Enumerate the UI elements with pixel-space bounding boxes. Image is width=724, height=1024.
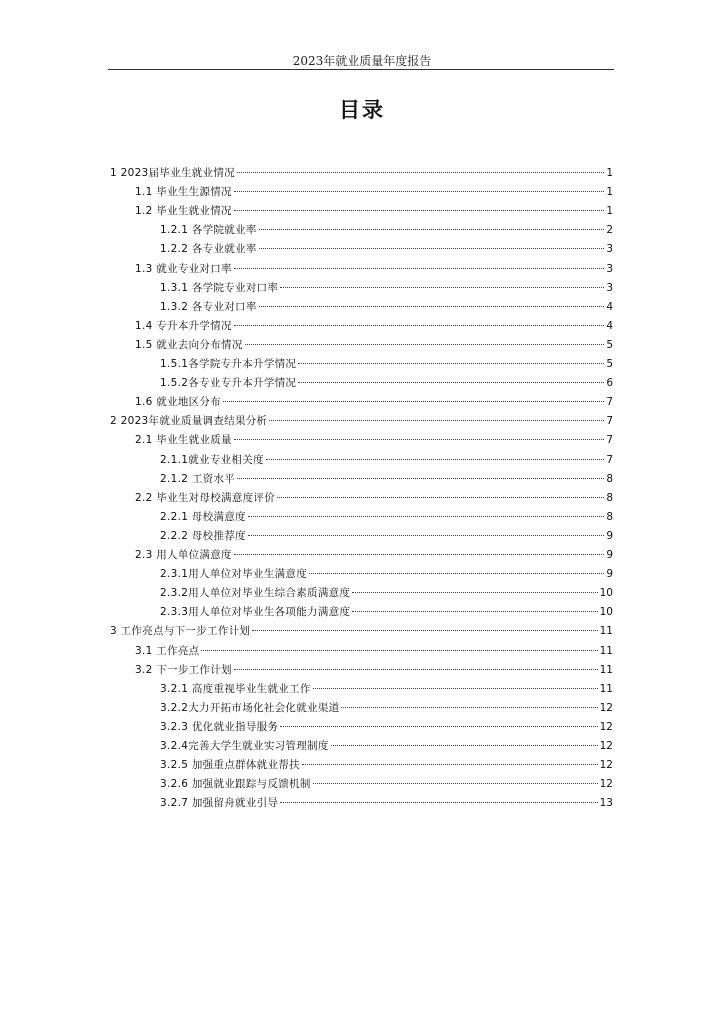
toc-dot-leader [298, 382, 604, 383]
toc-entry-label: 1.1 毕业生生源情况 [135, 186, 232, 199]
toc-dot-leader [245, 344, 605, 345]
toc-dot-leader [352, 592, 597, 593]
toc-entry-page: 8 [606, 491, 613, 504]
toc-entry-page: 11 [599, 625, 613, 638]
toc-entry-page: 9 [606, 568, 613, 581]
page-header: 2023年就业质量年度报告 [292, 54, 432, 68]
toc-dot-leader [352, 611, 597, 612]
toc-dot-leader [259, 229, 605, 230]
toc-entry[interactable] [160, 775, 613, 794]
toc-entry[interactable] [110, 164, 613, 183]
toc-entry-page: 10 [599, 606, 613, 619]
toc-dot-leader [280, 726, 597, 727]
toc-entry-label: 1 2023届毕业生就业情况 [110, 167, 235, 179]
toc-entry[interactable] [160, 451, 613, 470]
toc-dot-leader [234, 554, 604, 555]
toc-entry-label: 1.6 就业地区分布 [135, 396, 222, 409]
toc-entry-label: 3.1 工作亮点 [135, 644, 200, 657]
toc-entry-label: 3.2.1 高度重视毕业生就业工作 [160, 682, 311, 695]
toc-entry[interactable] [160, 527, 613, 546]
toc-entry-page: 7 [606, 396, 613, 409]
toc-entry-label: 3.2.2大力开拓市场化社会化就业渠道 [160, 701, 340, 714]
toc-dot-leader [234, 268, 604, 269]
toc-entry-page: 3 [606, 281, 613, 294]
toc-entry[interactable] [160, 756, 613, 775]
toc-entry-page: 12 [599, 740, 613, 752]
toc-entry-page: 8 [606, 472, 613, 485]
toc-entry-label: 2.3.3用人单位对毕业生各项能力满意度 [160, 606, 351, 619]
toc-dot-leader [259, 248, 605, 249]
toc-entry-label: 1.3.2 各专业对口率 [160, 300, 257, 313]
toc-dot-leader [331, 745, 598, 746]
toc-dot-leader [201, 650, 597, 651]
toc-entry[interactable] [160, 355, 613, 374]
toc-entry-page: 6 [606, 377, 613, 390]
toc-entry-page: 1 [606, 205, 613, 218]
toc-dot-leader [309, 573, 604, 574]
toc-entry-page: 12 [599, 720, 613, 733]
toc-entry-label: 3.2.4完善大学生就业实习管理制度 [160, 740, 329, 752]
toc-entry-label: 1.2.1 各学院就业率 [160, 224, 257, 237]
toc-entry[interactable] [110, 412, 613, 431]
toc-entry[interactable] [160, 221, 613, 240]
toc-entry-label: 3 工作亮点与下一步工作计划 [110, 625, 251, 638]
toc-entry-page: 4 [606, 300, 613, 313]
toc-entry-label: 3.2 下一步工作计划 [135, 663, 232, 676]
toc-entry[interactable] [135, 431, 613, 450]
toc-entry-label: 2.3 用人单位满意度 [135, 549, 232, 561]
toc-entry[interactable] [160, 508, 613, 527]
toc-entry-label: 1.3.1 各学院专业对口率 [160, 281, 279, 294]
toc-dot-leader [234, 210, 604, 211]
toc-entry[interactable] [135, 202, 613, 221]
toc-dot-leader [302, 764, 598, 765]
toc-entry-page: 11 [599, 682, 613, 695]
toc-entry-page: 7 [606, 453, 613, 466]
toc-entry-page: 3 [606, 243, 613, 256]
toc-entry-page: 11 [599, 663, 613, 676]
toc-entry-label: 2.3.2用人单位对毕业生综合素质满意度 [160, 587, 351, 600]
toc-entry-label: 2.1 毕业生就业质量 [135, 434, 232, 447]
toc-entry-page: 9 [606, 529, 613, 542]
toc-dot-leader [234, 191, 604, 192]
toc-entry[interactable] [135, 183, 613, 202]
toc-dot-leader [277, 497, 604, 498]
toc-entry-page: 9 [606, 549, 613, 561]
toc-dot-leader [234, 669, 598, 670]
toc-dot-leader [237, 478, 604, 479]
toc-entry[interactable] [160, 699, 613, 718]
toc-entry-page: 12 [599, 778, 613, 791]
toc-entry[interactable] [135, 546, 613, 565]
toc-entry[interactable] [160, 680, 613, 699]
toc-dot-leader [269, 420, 604, 421]
toc-entry[interactable] [160, 718, 613, 737]
toc-entry-label: 1.4 专升本升学情况 [135, 319, 232, 332]
toc-entry-label: 1.2.2 各专业就业率 [160, 243, 257, 256]
toc-entry[interactable] [160, 794, 613, 813]
toc-entry[interactable] [135, 489, 613, 508]
toc-entry-label: 1.5.1各学院专升本升学情况 [160, 358, 297, 370]
toc-entry-page: 8 [606, 510, 613, 523]
toc-entry[interactable] [135, 317, 613, 336]
toc-dot-leader [234, 439, 604, 440]
toc-entry-page: 1 [606, 186, 613, 199]
toc-entry-page: 12 [599, 759, 613, 772]
toc-entry[interactable] [160, 374, 613, 393]
toc-entry-page: 7 [606, 415, 613, 428]
toc-entry[interactable] [160, 298, 613, 317]
toc-entry-label: 1.5.2各专业专升本升学情况 [160, 377, 297, 390]
toc-entry[interactable] [160, 603, 613, 622]
toc-entry[interactable] [160, 240, 613, 259]
header-divider [108, 69, 614, 70]
toc-entry-label: 1.3 就业专业对口率 [135, 262, 232, 275]
toc-entry[interactable] [135, 393, 613, 412]
toc-entry-label: 1.5 就业去向分布情况 [135, 338, 243, 351]
toc-entry-page: 5 [606, 358, 613, 370]
toc-entry[interactable] [160, 584, 613, 603]
toc-entry-page: 7 [606, 434, 613, 447]
toc-entry-label: 2.1.2 工资水平 [160, 472, 236, 485]
toc-dot-leader [252, 630, 597, 631]
toc-entry-label: 3.2.6 加强就业跟踪与反馈机制 [160, 778, 311, 791]
toc-entry-label: 2.3.1用人单位对毕业生满意度 [160, 568, 308, 581]
toc-entry[interactable] [135, 336, 613, 355]
toc-entry-page: 13 [599, 797, 613, 810]
toc-dot-leader [223, 401, 604, 402]
toc-dot-leader [280, 287, 604, 288]
toc-entry[interactable] [135, 661, 613, 680]
toc-entry-page: 11 [599, 644, 613, 657]
toc-entry-page: 12 [599, 701, 613, 714]
toc-dot-leader [298, 363, 604, 364]
toc-dot-leader [248, 516, 604, 517]
toc-entry-page: 5 [606, 338, 613, 351]
toc-dot-leader [237, 172, 604, 173]
toc-entry[interactable] [160, 470, 613, 489]
toc-dot-leader [259, 306, 605, 307]
toc-dot-leader [313, 783, 598, 784]
toc-entry-label: 3.2.5 加强重点群体就业帮扶 [160, 759, 300, 772]
toc-entry-page: 1 [606, 167, 613, 179]
toc-entry-page: 3 [606, 262, 613, 275]
toc-dot-leader [234, 325, 604, 326]
toc-entry-label: 2.1.1就业专业相关度 [160, 453, 264, 466]
toc-entry-page: 10 [599, 587, 613, 600]
toc-entry-label: 1.2 毕业生就业情况 [135, 205, 232, 218]
page-title: 目录 [339, 98, 385, 122]
toc-dot-leader [341, 707, 597, 708]
toc-entry[interactable] [160, 565, 613, 584]
toc-dot-leader [248, 535, 604, 536]
toc-entry-page: 4 [606, 319, 613, 332]
toc-entry-label: 2.2.2 母校推荐度 [160, 529, 246, 542]
toc-entry-label: 3.2.3 优化就业指导服务 [160, 720, 279, 733]
toc-dot-leader [280, 802, 597, 803]
toc-entry-label: 2.2 毕业生对母校满意度评价 [135, 491, 276, 504]
toc-entry-label: 3.2.7 加强留舟就业引导 [160, 797, 279, 810]
toc-entry-page: 2 [606, 224, 613, 237]
toc-entry-label: 2.2.1 母校满意度 [160, 510, 246, 523]
toc-entry[interactable] [110, 622, 613, 641]
toc-entry[interactable] [160, 737, 613, 756]
toc-entry[interactable] [160, 279, 613, 298]
toc-dot-leader [313, 688, 598, 689]
toc-entry[interactable] [135, 642, 613, 661]
toc-entry[interactable] [135, 260, 613, 279]
toc-entry-label: 2 2023年就业质量调查结果分析 [110, 415, 268, 428]
toc-dot-leader [266, 459, 604, 460]
